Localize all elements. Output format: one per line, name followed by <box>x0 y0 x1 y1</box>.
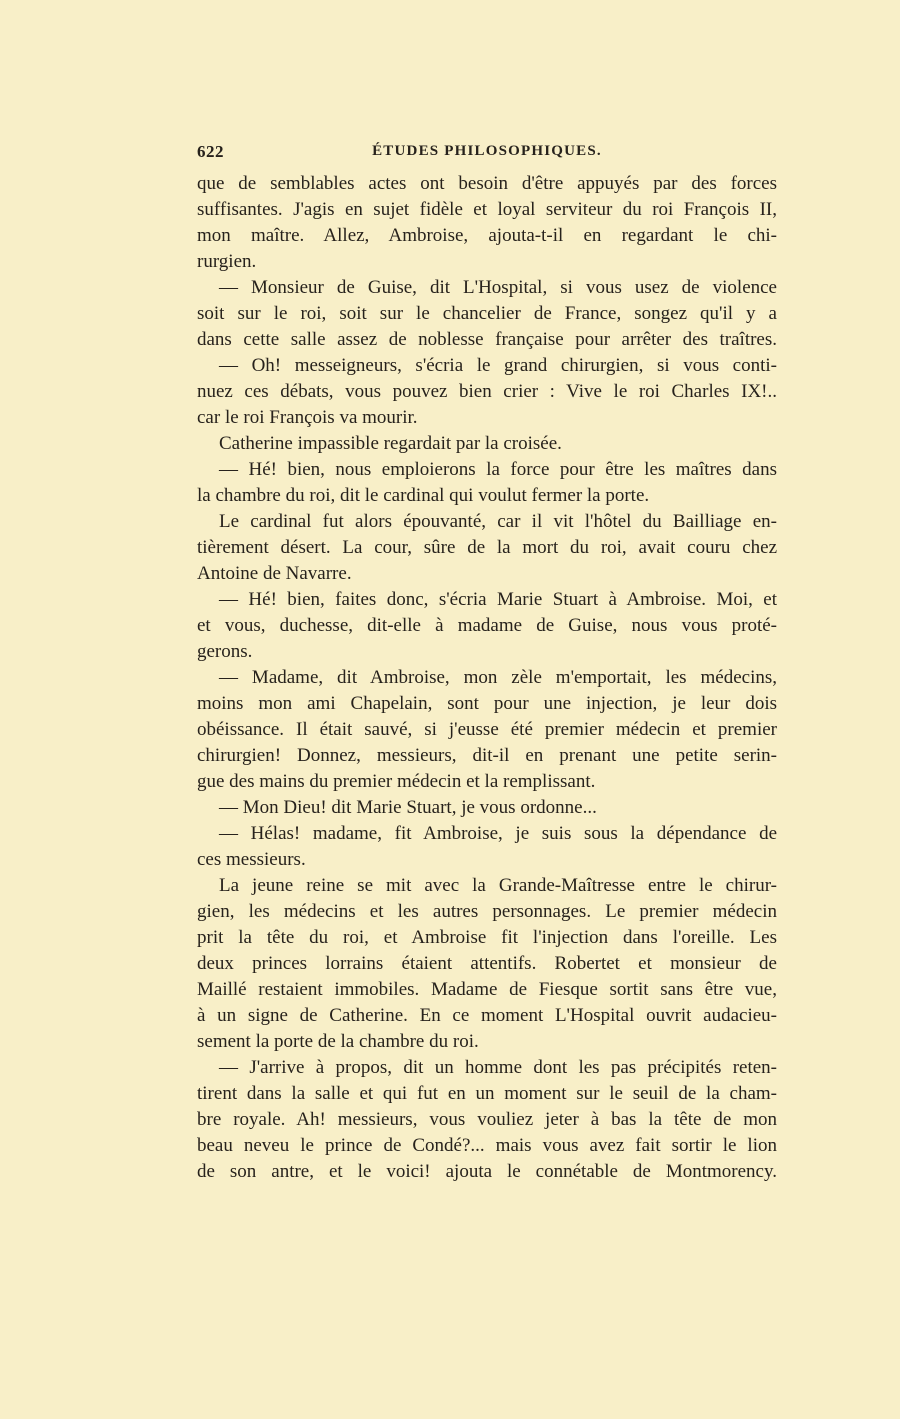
text-line: deux princes lorrains étaient attentifs. Robertet et monsieur de <box>197 953 777 974</box>
paragraph <box>197 587 777 665</box>
text-line: suffisantes. J'agis en sujet fidèle et loyal serviteur du roi François II, <box>197 199 777 220</box>
text-line: beau neveu le prince de Condé?... mais vous avez fait sortir le lion <box>197 1135 777 1156</box>
text-line: mon maître. Allez, Ambroise, ajouta-t-il en regardant le chi- <box>197 225 777 246</box>
text-line: tièrement désert. La cour, sûre de la mort du roi, avait couru chez <box>197 537 777 558</box>
text-line: — Monsieur de Guise, dit L'Hospital, si vous usez de violence <box>219 277 777 298</box>
page-header <box>197 142 777 164</box>
text-line: Antoine de Navarre. <box>197 563 352 584</box>
text-line: — Hélas! madame, fit Ambroise, je suis sous la dépendance de <box>219 823 777 844</box>
text-line: Maillé restaient immobiles. Madame de Fiesque sortit sans être vue, <box>197 979 777 1000</box>
text-line: à un signe de Catherine. En ce moment L'Hospital ouvrit audacieu- <box>197 1005 777 1026</box>
text-line: gue des mains du premier médecin et la remplissant. <box>197 771 596 792</box>
text-line: — Mon Dieu! dit Marie Stuart, je vous ordonne... <box>219 797 597 818</box>
text-line: rurgien. <box>197 251 257 272</box>
text-line: — J'arrive à propos, dit un homme dont les pas précipités reten- <box>219 1057 777 1078</box>
text-line: que de semblables actes ont besoin d'être appuyés par des forces <box>197 173 777 194</box>
text-line: de son antre, et le voici! ajouta le connétable de Montmorency. <box>197 1161 777 1182</box>
paragraph <box>197 431 777 457</box>
text-line: Catherine impassible regardait par la croisée. <box>219 433 562 454</box>
paragraph <box>197 275 777 353</box>
text-line: obéissance. Il était sauvé, si j'eusse été premier médecin et premier <box>197 719 777 740</box>
text-line: sement la porte de la chambre du roi. <box>197 1031 479 1052</box>
page-number: 622 <box>197 142 224 161</box>
page-body-text <box>197 171 777 1185</box>
paragraph <box>197 171 777 275</box>
running-title: ÉTUDES PHILOSOPHIQUES. <box>372 143 602 159</box>
paragraph <box>197 795 777 821</box>
paragraph <box>197 457 777 509</box>
paragraph <box>197 665 777 795</box>
text-line: — Hé! bien, nous emploierons la force pour être les maîtres dans <box>219 459 777 480</box>
text-line: soit sur le roi, soit sur le chancelier de France, songez qu'il y a <box>197 303 777 324</box>
text-line: chirurgien! Donnez, messieurs, dit-il en prenant une petite serin- <box>197 745 777 766</box>
text-line: prit la tête du roi, et Ambroise fit l'injection dans l'oreille. Les <box>197 927 777 948</box>
text-line: la chambre du roi, dit le cardinal qui voulut fermer la porte. <box>197 485 650 506</box>
text-line: bre royale. Ah! messieurs, vous vouliez jeter à bas la tête de mon <box>197 1109 777 1130</box>
text-line: gien, les médecins et les autres personnages. Le premier médecin <box>197 901 777 922</box>
paragraph <box>197 873 777 1055</box>
paragraph <box>197 821 777 873</box>
text-line: La jeune reine se mit avec la Grande-Maîtresse entre le chirur- <box>219 875 777 896</box>
paragraph <box>197 353 777 431</box>
text-line: — Madame, dit Ambroise, mon zèle m'emportait, les médecins, <box>219 667 777 688</box>
text-line: — Oh! messeigneurs, s'écria le grand chirurgien, si vous conti- <box>219 355 777 376</box>
text-line: ces messieurs. <box>197 849 306 870</box>
text-line: dans cette salle assez de noblesse française pour arrêter des traîtres. <box>197 329 777 350</box>
text-line: gerons. <box>197 641 253 662</box>
text-line: tirent dans la salle et qui fut en un moment sur le seuil de la cham- <box>197 1083 777 1104</box>
text-line: nuez ces débats, vous pouvez bien crier : Vive le roi Charles IX!.. <box>197 381 777 402</box>
text-line: et vous, duchesse, dit-elle à madame de Guise, nous vous proté- <box>197 615 777 636</box>
text-line: — Hé! bien, faites donc, s'écria Marie Stuart à Ambroise. Moi, et <box>219 589 777 610</box>
text-line: car le roi François va mourir. <box>197 407 418 428</box>
paragraph <box>197 509 777 587</box>
paragraph <box>197 1055 777 1185</box>
text-line: moins mon ami Chapelain, sont pour une injection, je leur dois <box>197 693 777 714</box>
text-line: Le cardinal fut alors épouvanté, car il vit l'hôtel du Bailliage en- <box>219 511 777 532</box>
